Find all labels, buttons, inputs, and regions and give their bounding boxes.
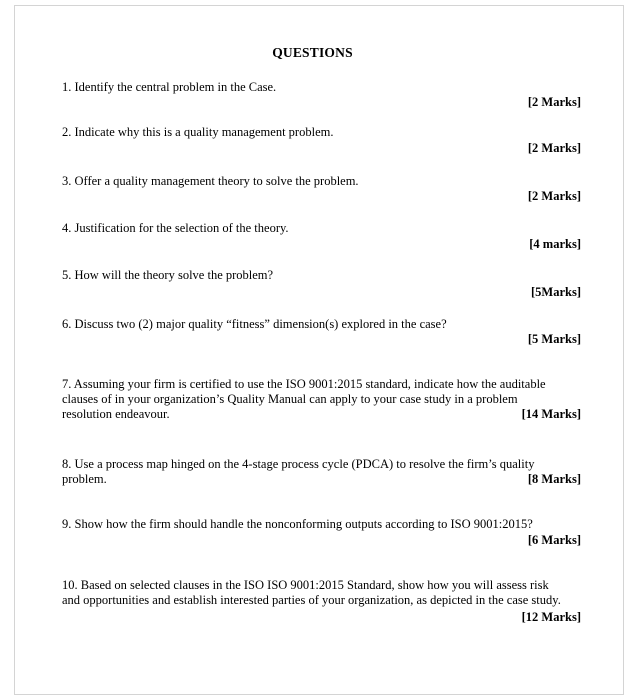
question-6: 6. Discuss two (2) major quality “fitness” dimension(s) explored in the case? [62,317,447,331]
question-2-marks: [2 Marks] [527,141,581,155]
question-5-marks: [5Marks] [531,285,581,299]
question-7-line-2: clauses of in your organization’s Quality Manual can apply to your case study in a problem [62,392,518,406]
question-7-line-1: 7. Assuming your firm is certified to use the ISO 9001:2015 standard, indicate how the auditable [62,377,546,391]
question-8-last-row [62,472,581,487]
question-7-last-row [62,407,581,422]
question-7-line-3: resolution endeavour. [62,407,170,421]
question-1-marks: [2 Marks] [527,95,581,109]
question-2: 2. Indicate why this is a quality management problem. [62,125,334,139]
question-8 [62,457,581,487]
question-3: 3. Offer a quality management theory to solve the problem. [62,174,359,188]
question-8-marks: [8 Marks] [527,472,581,486]
question-10 [62,578,581,608]
question-9-marks: [6 Marks] [527,533,581,547]
question-1: 1. Identify the central problem in the Case. [62,80,277,94]
question-9: 9. Show how the firm should handle the nonconforming outputs according to ISO 9001:2015? [62,517,533,531]
question-10-line-1: 10. Based on selected clauses in the ISO ISO 9001:2015 Standard, show how you will assess risk [62,578,549,592]
question-7-marks: [14 Marks] [521,407,581,421]
question-7 [62,377,581,422]
question-6-marks: [5 Marks] [527,332,581,346]
question-10-line-2: and opportunities and establish interested parties of your organization, as depicted in the case study. [62,593,561,607]
page-title: QUESTIONS [272,45,353,60]
question-4-marks: [4 marks] [529,237,581,251]
question-4: 4. Justification for the selection of the theory. [62,221,289,235]
question-8-line-2: problem. [62,472,107,486]
question-3-marks: [2 Marks] [527,189,581,203]
question-10-marks: [12 Marks] [521,610,581,624]
question-5: 5. How will the theory solve the problem? [62,268,274,282]
question-8-line-1: 8. Use a process map hinged on the 4-stage process cycle (PDCA) to resolve the firm’s quality [62,457,535,471]
